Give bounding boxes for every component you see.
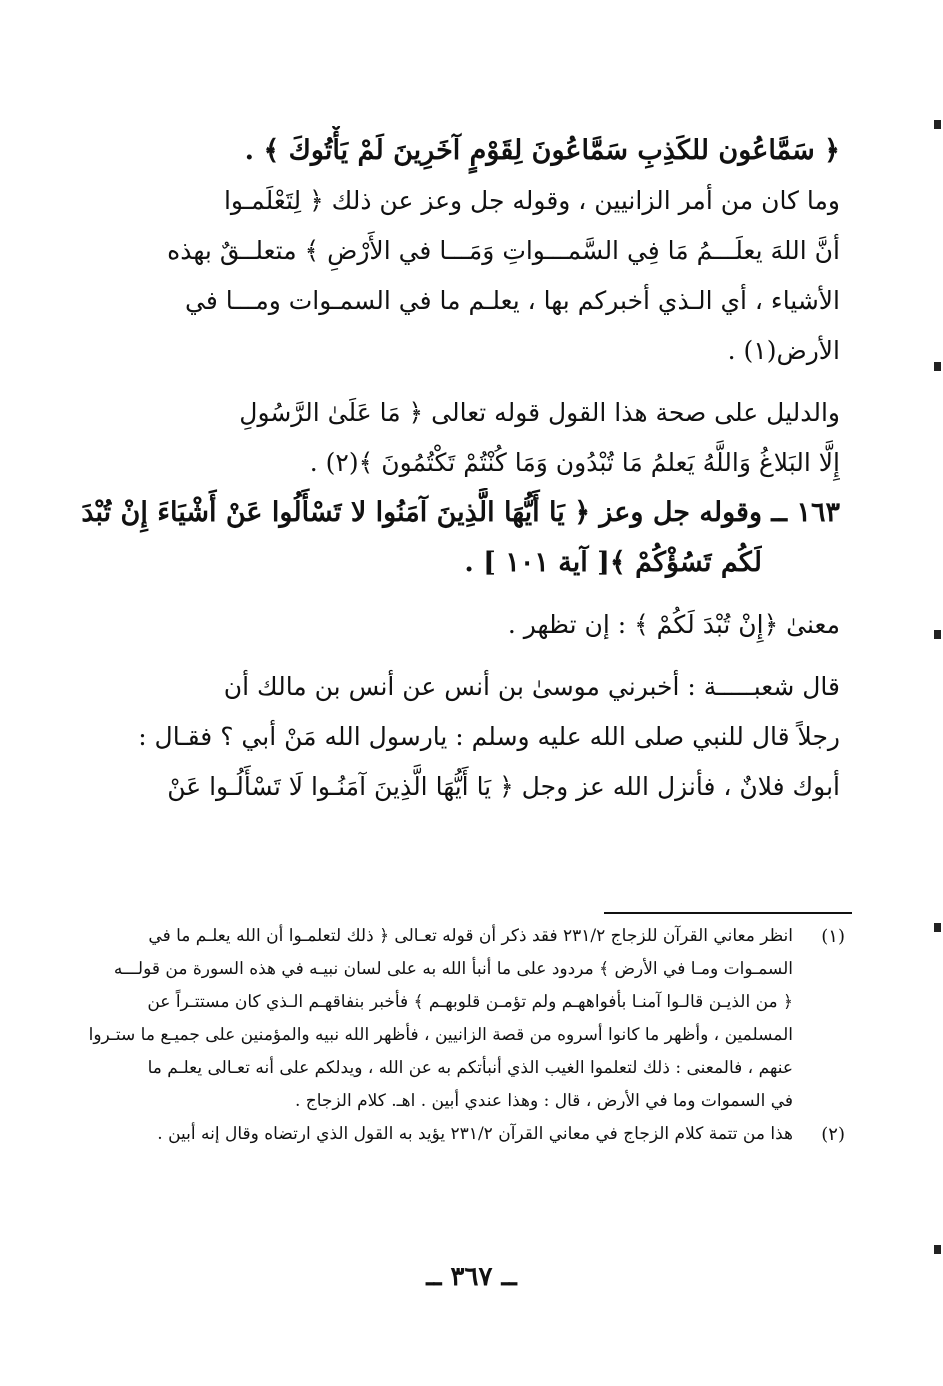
footnote-number: (١): [821, 926, 845, 947]
footnotes: [88, 920, 845, 1151]
text-line: والدليل على صحة هذا القول قوله تعالى ﴿ مَا عَلَىٰ الرَّسُولِ: [239, 398, 840, 427]
footnote-line: المسلمين ، وأظهر ما كانوا أسروه من قصة الزانيين ، فأظهر الله نبيه والمؤمنين على جميـع ما ستـروا: [88, 1025, 793, 1045]
footnote-line: عنهم ، فالمعنى : ذلك لتعلموا الغيب الذي أنبأتكم به عن الله ، ويدلكم على أنه تعـالى يعلـم ما: [147, 1058, 793, 1078]
footnote-1: [88, 920, 845, 1118]
text-line: ﴿ سَمَّاعُون للكَذِبِ سَمَّاعُونَ لِقَوْمٍ آخَرِينَ لَمْ يَأْتُوكَ ﴾ .: [244, 135, 840, 166]
text-line: رجلاً قال للنبي صلى الله عليه وسلم : يارسول الله مَنْ أبي ؟ فقـال :: [138, 722, 840, 751]
text-line: الأرض(١) .: [727, 336, 840, 365]
footnote-line: انظر معاني القرآن للزجاج ٢٣١/٢ فقد ذكر أن قوله تعـالى ﴿ ذلك لتعلمـوا أن الله يعلـم ما في: [148, 926, 793, 946]
entry-163: [81, 488, 840, 588]
margin-mark: [934, 362, 941, 371]
text-line: إِلَّا البَلاغُ وَاللَّهُ يَعلمُ مَا تُبْدُون وَمَا كُنْتُمْ تَكْتُمُونَ ﴾(٢) .: [309, 448, 840, 477]
text-line: معنىٰ ﴿إِنْ تُبْدَ لَكُمْ ﴾ : إن تظهر .: [507, 610, 840, 639]
footnote-line: هذا من تتمة كلام الزجاج في معاني القرآن ٢٣١/٢ يؤيد به القول الذي ارتضاه وقال إنه أبين .: [157, 1124, 793, 1144]
entry-number: ١٦٣ ــ: [771, 497, 840, 528]
entry-line: لَكُم تَسُؤْكُمْ ﴾[ آية ١٠١ ] .: [464, 547, 762, 578]
page-number: ــ ٣٦٧ ــ: [426, 1262, 517, 1292]
footnote-line: ﴿ من الذيـن قالـوا آمنـا بأفواههـم ولم تؤمـن قلوبهـم ﴾ فأخبر بنفاقهـم الـذي كان مستتـراً عن: [147, 992, 793, 1012]
margin-mark: [934, 120, 941, 129]
footnote-line: السمـوات ومـا في الأرض ﴾ مردود على ما أنبأ الله به على لسان نبيـه في هذه السورة من قولـــه: [113, 959, 793, 979]
footnote-number: (٢): [821, 1124, 845, 1145]
footnote-2: [100, 1118, 845, 1151]
footnote-divider: [604, 912, 852, 914]
text-line: الأشياء ، أي الـذي أخبركم بها ، يعلـم ما في السمـوات ومـــا في: [185, 286, 840, 315]
margin-mark: [934, 630, 941, 639]
margin-mark: [934, 1245, 941, 1254]
margin-mark: [934, 923, 941, 932]
entry-line: وقوله جل وعز ﴿ يَا أَيُّهَا الَّذِينَ آمَنُوا لا تَسْأَلُوا عَنْ أَشْيَاءَ إِنْ تُبْدَ: [81, 497, 762, 528]
text-line: أبوك فلانٌ ، فأنزل الله عز وجل ﴿ يَا أَيُّهَا الَّذِينَ آمَنُـوا لَا تَسْأَلُـوا عَنْ: [167, 772, 840, 801]
text-line: قال شعبـــــة : أخبرني موسىٰ بن أنس عن أنس بن مالك أن: [223, 672, 840, 701]
main-text: [81, 126, 840, 812]
footnote-line: في السموات وما في الأرض ، قال : وهذا عندي أبين . اهـ. كلام الزجاج .: [294, 1091, 793, 1111]
text-line: وما كان من أمر الزانيين ، وقوله جل وعز عن ذلك ﴿ لِتَعْلَمـوا: [223, 186, 840, 215]
text-line: أنَّ اللهَ يعلَـــمُ مَا فِي السَّمـــواتِ وَمَـــا في الأَرْضِ ﴾ متعلــقٌ بهذه: [167, 236, 840, 265]
